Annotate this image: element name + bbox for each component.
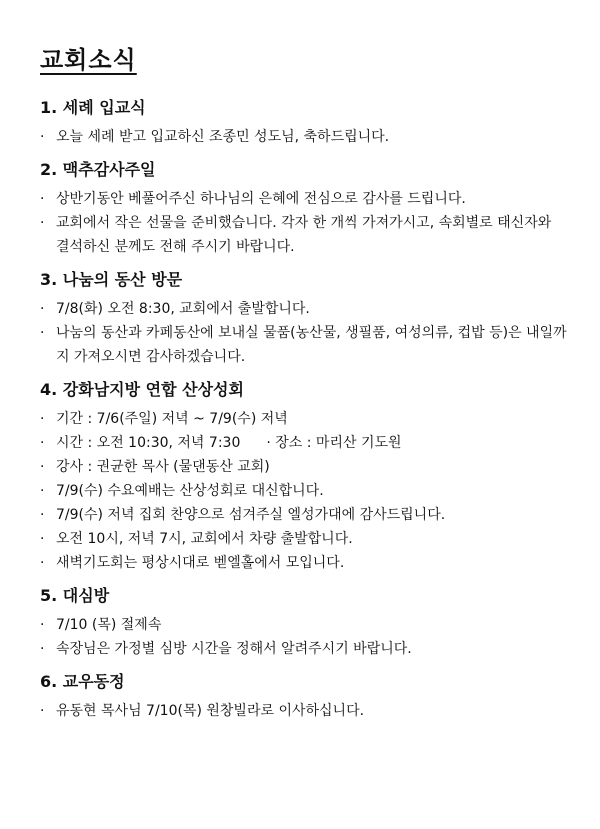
section-heading: 5. 대심방 (40, 586, 110, 605)
bullet-icon: · (40, 191, 45, 207)
bullet-icon: · (40, 325, 45, 341)
item-text: 7/8(화) 오전 8:30, 교회에서 출발합니다. (56, 301, 310, 317)
item-text: 새벽기도회는 평상시대로 벧엘홀에서 모입니다. (56, 555, 345, 571)
item-text-place: 장소 : 마리산 기도원 (275, 435, 402, 451)
section-thanksgiving (38, 159, 568, 259)
bullet-icon: · (40, 129, 45, 145)
item-text: 나눔의 동산과 카페동산에 보내실 물품(농산물, 생필품, 여성의류, 컵밥 등)은 내일까지 가져오시면 감사하겠습니다. (56, 325, 567, 365)
bullet-icon: · (40, 411, 45, 427)
list-item (38, 637, 568, 661)
section-retreat (38, 379, 568, 575)
item-text-time: 시간 : 오전 10:30, 저녁 7:30 (56, 435, 241, 451)
list-item (38, 503, 568, 527)
item-text: 7/10 (목) 절제속 (56, 617, 162, 633)
item-text: 강사 : 권균한 목사 (물댄동산 교회) (56, 459, 270, 475)
page-title: 교회소식 (40, 46, 137, 74)
item-text: 7/9(수) 저녁 집회 찬양으로 섬겨주실 엘성가대에 감사드립니다. (56, 507, 446, 523)
list-item (38, 297, 568, 321)
bulletin-page (38, 40, 568, 733)
item-text: 유동현 목사님 7/10(목) 원창빌라로 이사하십니다. (56, 703, 365, 719)
bullet-icon: · (40, 703, 45, 719)
item-text: 기간 : 7/6(주일) 저녁 ~ 7/9(수) 저녁 (56, 411, 288, 427)
bullet-icon: · (40, 617, 45, 633)
bullet-icon: · (40, 641, 45, 657)
list-item (38, 551, 568, 575)
item-text: 오전 10시, 저녁 7시, 교회에서 차량 출발합니다. (56, 531, 353, 547)
section-heading: 3. 나눔의 동산 방문 (40, 270, 183, 289)
section-heading: 1. 세례 입교식 (40, 98, 146, 117)
section-visit (38, 269, 568, 369)
list-item (38, 187, 568, 211)
list-item (38, 211, 568, 259)
item-text: 오늘 세례 받고 입교하신 조종민 성도님, 축하드립니다. (56, 129, 390, 145)
section-heading: 2. 맥추감사주일 (40, 160, 156, 179)
list-item (38, 125, 568, 149)
item-text: 7/9(수) 수요예배는 산상성회로 대신합니다. (56, 483, 324, 499)
bullet-icon: · (266, 435, 271, 451)
item-text: 상반기동안 베풀어주신 하나님의 은혜에 전심으로 감사를 드립니다. (56, 191, 466, 207)
list-item (38, 321, 568, 369)
bullet-icon: · (40, 435, 45, 451)
list-item (38, 407, 568, 431)
section-heading: 4. 강화남지방 연합 산상성회 (40, 380, 244, 399)
list-item (38, 527, 568, 551)
list-item (38, 479, 568, 503)
bullet-icon: · (40, 483, 45, 499)
section-pastoral-visit (38, 585, 568, 661)
bullet-icon: · (40, 459, 45, 475)
bullet-icon: · (40, 301, 45, 317)
bullet-icon: · (40, 555, 45, 571)
bullet-icon: · (40, 507, 45, 523)
section-heading: 6. 교우동정 (40, 672, 125, 691)
item-text: 속장님은 가정별 심방 시간을 정해서 알려주시기 바랍니다. (56, 641, 412, 657)
section-baptism (38, 97, 568, 149)
bullet-icon: · (40, 215, 45, 231)
bullet-icon: · (40, 531, 45, 547)
list-item (38, 431, 568, 455)
item-text: 교회에서 작은 선물을 준비했습니다. 각자 한 개씩 가져가시고, 속회별로 태신자와 결석하신 분께도 전해 주시기 바랍니다. (56, 215, 552, 255)
section-member-news (38, 671, 568, 723)
list-item (38, 455, 568, 479)
list-item (38, 699, 568, 723)
list-item (38, 613, 568, 637)
